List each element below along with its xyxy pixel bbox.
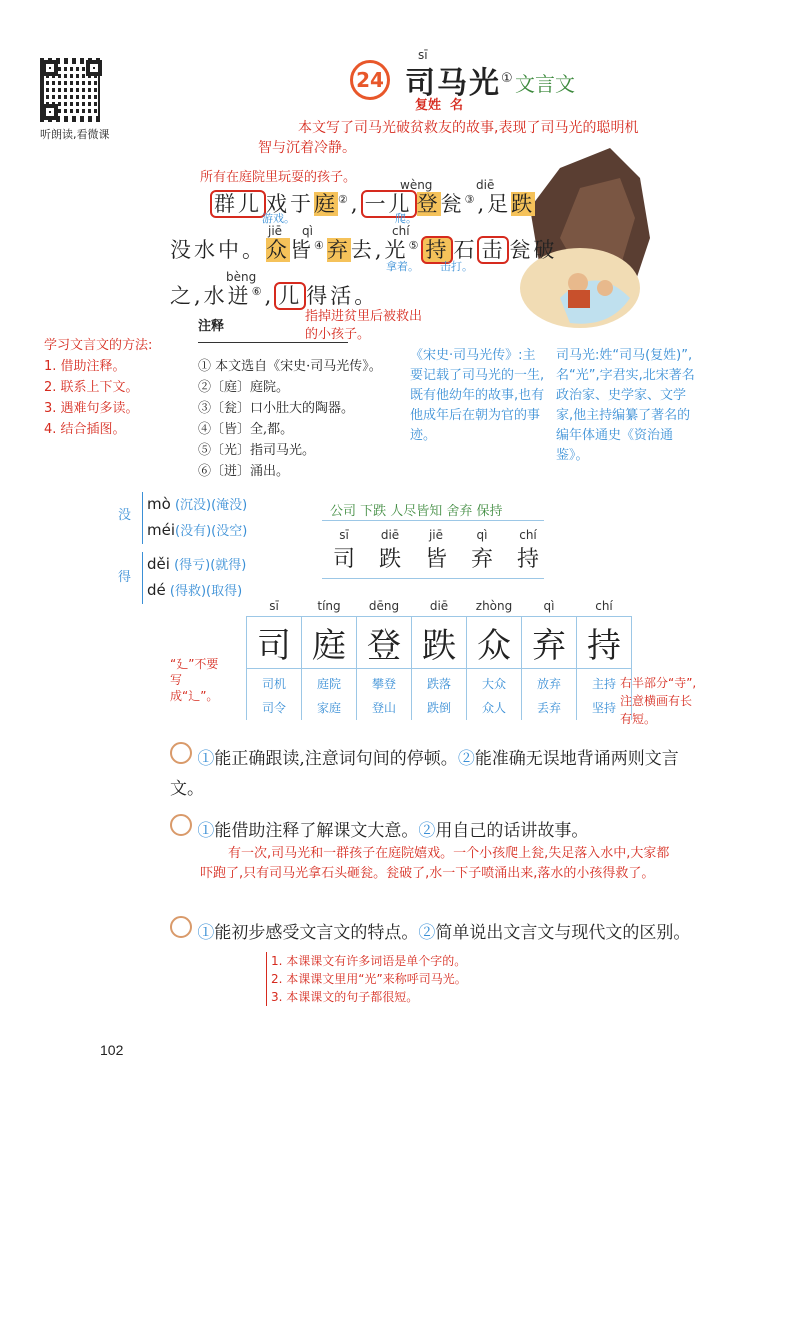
note-item: ⑤〔光〕指司马光。: [198, 443, 316, 458]
write-char: 司: [247, 617, 302, 669]
goal-text: 能准确无误地背诵两则文言文。: [170, 749, 679, 799]
write-word: 大众: [467, 669, 522, 697]
summary-annotation: 本文写了司马光破贫救友的故事,表现了司马光的聪明机智与沉着冷静。: [258, 120, 639, 156]
songshi-annotation: 《宋史·司马光传》:主要记载了司马光的一生,既有他幼年的故事,也有他成年后在朝为官的事迹。: [410, 348, 545, 443]
title-annotation: 复姓 名: [415, 98, 464, 113]
text-mo-shui: 没水中。: [170, 238, 266, 262]
write-word: 主持: [577, 669, 632, 697]
mei-words: (没有)(没空): [175, 524, 248, 539]
text-line-3: [170, 280, 378, 310]
goal-2: [170, 814, 710, 846]
notes-list: [198, 356, 382, 482]
chi-annotation: 右半部分“寺”,注意横画有长有短。: [620, 676, 697, 726]
char-ji: 击: [477, 236, 509, 264]
pinyin-dei: děi: [147, 555, 170, 573]
sup-2: ②: [338, 193, 351, 206]
write-char: 众: [467, 617, 522, 669]
de-words: (得救)(取得): [169, 584, 243, 599]
gloss-pa: 爬。: [395, 212, 417, 225]
polyphone-de: [118, 552, 246, 604]
read-words-bottom-rule: [322, 578, 544, 579]
qr-code[interactable]: [40, 58, 104, 122]
comma-3: ,: [264, 284, 275, 308]
features-annotation: [266, 952, 467, 1006]
goal-text: 能正确跟读,注意词句间的停顿。: [214, 749, 458, 769]
word-qun-er: 群儿: [210, 190, 266, 218]
char-zhong: 众: [266, 238, 290, 262]
pinyin-beng: bèng: [226, 270, 257, 284]
goal-1-icon: [170, 742, 192, 764]
note-item: ① 本文选自《宋史·司马光传》。: [198, 359, 382, 374]
feature-item: 3. 本课课文的句子都很短。: [271, 990, 419, 1004]
read-pinyin: diē: [380, 528, 400, 542]
write-pinyin: zhòng: [475, 599, 513, 613]
goal-text: 能初步感受文言文的特点。: [214, 923, 419, 943]
pinyin-die: diē: [476, 178, 495, 192]
lesson-number: 24: [350, 60, 390, 100]
read-pinyin: jiē: [428, 528, 444, 542]
goal-text: 简单说出文言文与现代文的区别。: [435, 923, 691, 943]
write-word: 攀登: [357, 669, 412, 697]
title-pinyin: sī: [418, 48, 428, 62]
char-shi: 石: [453, 238, 478, 262]
write-pinyin: sī: [269, 599, 279, 613]
goal-3-icon: [170, 916, 192, 938]
goal-2-icon: [170, 814, 192, 836]
pinyin-weng: wèng: [400, 178, 433, 192]
write-chars-table: [246, 596, 632, 720]
note-item: ②〔庭〕庭院。: [198, 380, 290, 395]
gloss-youxi: 游戏。: [262, 212, 295, 225]
read-char: 司: [332, 547, 355, 572]
sup-4: ④: [314, 239, 327, 252]
read-words-top-rule: [322, 520, 544, 521]
gloss-nazhe: 拿着。: [386, 260, 419, 273]
sup-5: ⑤: [408, 239, 422, 252]
write-pinyin: qì: [543, 599, 555, 613]
word-yi-er: 一儿: [361, 190, 417, 218]
dei-words: (得亏)(就得): [174, 558, 247, 573]
page-number: 102: [100, 1042, 124, 1058]
polyphone-mei-label: 没: [118, 508, 132, 523]
sup-3: ③: [464, 193, 478, 206]
goal-num: ①: [197, 749, 215, 769]
simaguang-annotation: 司马光:姓“司马(复姓)”,名“光”,字君实,北宋著名政治家、史学家、文学家,他主持编纂了著名的编年体通史《资治通鉴》。: [556, 348, 695, 463]
char-die: 跌: [511, 192, 536, 216]
write-word: 众人: [467, 696, 522, 720]
pinyin-mei: méi: [147, 521, 176, 539]
char-ting: 庭: [314, 192, 338, 216]
method-item: 2. 联系上下文。: [44, 380, 139, 395]
goal-3: [170, 916, 730, 948]
fall-annotation: 指掉进贫里后被救出的小孩子。: [305, 309, 423, 342]
write-char: 持: [577, 617, 632, 669]
write-pinyin: tíng: [317, 599, 341, 613]
method-item: 4. 结合插图。: [44, 422, 126, 437]
gloss-jida: 击打。: [440, 260, 473, 273]
write-word: 跌落: [412, 669, 467, 697]
char-deng: 登: [416, 192, 441, 216]
notes-heading: 注释: [198, 319, 225, 334]
comma-1: ,: [350, 192, 361, 216]
write-char: 跌: [412, 617, 467, 669]
write-pinyin: chí: [595, 599, 613, 613]
write-char: 弃: [522, 617, 577, 669]
story-annotation: 有一次,司马光和一群孩子在庭院嬉戏。一个小孩爬上瓮,失足落入水中,大家都吓跑了,只有司马光拿石头砸瓮。瓮破了,水一下子喷涌出来,落水的小孩得救了。: [200, 846, 670, 881]
read-pinyin: qì: [476, 528, 488, 542]
title-text: 司马光: [405, 66, 501, 101]
wen-annotation: “廴”不要写成“辶”。: [170, 657, 219, 703]
write-pinyin: diē: [429, 599, 449, 613]
text-line-2: [170, 234, 557, 264]
write-word: 丢弃: [522, 696, 577, 720]
char-chi: 持: [421, 236, 453, 264]
write-word: 登山: [357, 696, 412, 720]
method-item: 1. 借助注释。: [44, 359, 126, 374]
read-char: 跌: [378, 547, 401, 572]
note-item: ④〔皆〕全,都。: [198, 422, 294, 437]
read-words-row: [330, 528, 542, 573]
char-jie: 皆: [290, 238, 314, 262]
polyphone-mei: [118, 492, 247, 544]
char-qi: 弃: [326, 238, 351, 262]
read-char: 皆: [424, 547, 447, 572]
write-word: 司令: [247, 696, 302, 720]
read-pinyin: sī: [339, 528, 349, 542]
read-char: 持: [516, 547, 539, 572]
pinyin-chi: chí: [392, 224, 410, 238]
write-char: 登: [357, 617, 412, 669]
text-zhi-shui-beng: 之,水迸: [170, 284, 252, 308]
children-annotation: 所有在庭院里玩耍的孩子。: [200, 170, 357, 185]
write-char: 庭: [302, 617, 357, 669]
char-weng: 瓮: [440, 192, 465, 216]
read-char: 弃: [470, 547, 493, 572]
write-word: 家庭: [302, 696, 357, 720]
sup-6: ⑥: [251, 285, 265, 298]
pinyin-qi: qì: [302, 224, 313, 238]
title-sup: ①: [501, 71, 515, 86]
qr-caption: 听朗读,看微课: [40, 128, 110, 141]
feature-item: 1. 本课课文有许多词语是单个字的。: [271, 954, 467, 968]
pinyin-mo: mò: [147, 495, 171, 513]
goal-1: [170, 742, 710, 804]
read-pinyin: chí: [519, 528, 537, 542]
pinyin-jie: jiē: [268, 224, 283, 238]
goal-num: ②: [418, 821, 436, 841]
feature-item: 2. 本课课文里用“光”来称呼司马光。: [271, 972, 467, 986]
polyphone-de-label: 得: [118, 570, 132, 585]
write-word: 司机: [247, 669, 302, 697]
goal-num: ①: [197, 821, 215, 841]
goal-num: ②: [457, 749, 475, 769]
write-word: 放弃: [522, 669, 577, 697]
goal-num: ②: [418, 923, 436, 943]
text-line-1: [210, 188, 535, 218]
text-zu: ,足: [477, 192, 512, 216]
goal-text: 能借助注释了解课文大意。: [214, 821, 419, 841]
method-title: 学习文言文的方法:: [44, 338, 153, 353]
word-xi-yu: 戏于: [266, 192, 314, 216]
method-block: [44, 335, 152, 440]
goal-text: 用自己的话讲故事。: [435, 821, 589, 841]
note-item: ③〔瓮〕口小肚大的陶器。: [198, 401, 355, 416]
write-word: 跌倒: [412, 696, 467, 720]
goal-num: ①: [197, 923, 215, 943]
pinyin-de: dé: [147, 581, 166, 599]
genre-label: 文言文: [515, 72, 575, 96]
method-item: 3. 遇难句多读。: [44, 401, 139, 416]
text-qu-guang: 去,光: [350, 238, 409, 262]
mo-words: (沉没)(淹没): [174, 498, 248, 513]
char-er: 儿: [274, 282, 306, 310]
read-words-header: 公司 下跌 人尽皆知 舍弃 保持: [330, 504, 503, 519]
write-pinyin: dēng: [368, 599, 400, 613]
write-word: 庭院: [302, 669, 357, 697]
text-weng-po: 瓮破: [509, 238, 558, 262]
write-word: 坚持: [577, 696, 632, 720]
note-item: ⑥〔迸〕涌出。: [198, 464, 290, 479]
notes-divider: [198, 342, 348, 343]
text-de-huo: 得活。: [306, 284, 379, 308]
